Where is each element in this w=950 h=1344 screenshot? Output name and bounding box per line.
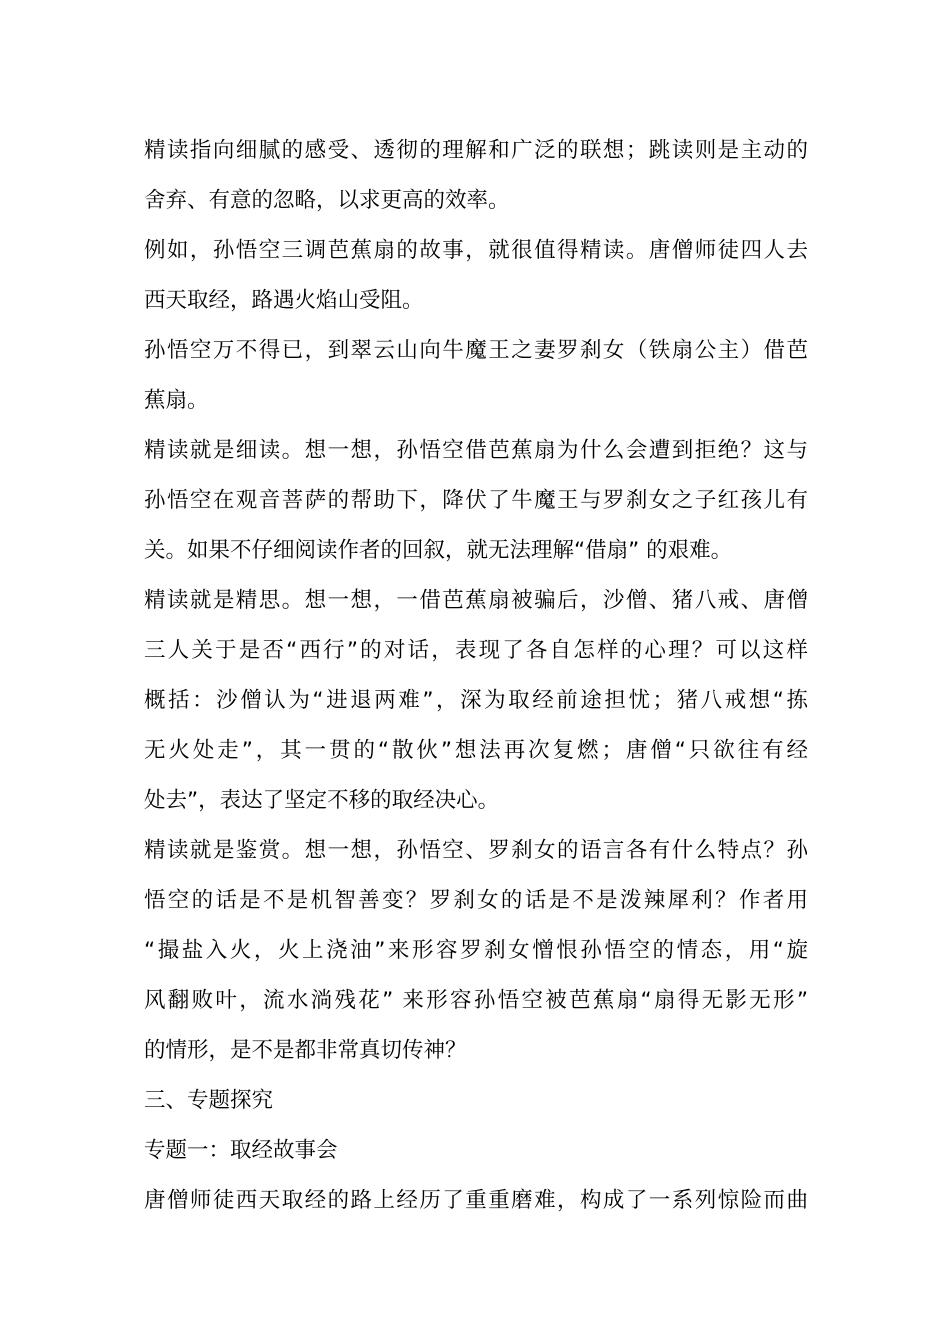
text-line: “撮盐入火，火上浇油”来形容罗刹女憎恨孙悟空的情态，用“旋 (144, 938, 808, 963)
subsection-heading: 专题一：取经故事会 (144, 1138, 338, 1163)
text-line: 处去”，表达了坚定不移的取经决心。 (144, 788, 500, 813)
text-line: 孙悟空万不得已，到翠云山向牛魔王之妻罗刹女（铁扇公主）借芭 (144, 338, 808, 363)
text-line: 关。如果不仔细阅读作者的回叙，就无法理解“借扇” 的艰难。 (144, 538, 733, 563)
text-line: 悟空的话是不是机智善变？罗刹女的话是不是泼辣犀利？作者用 (144, 888, 808, 913)
text-line: 概括：沙僧认为“进退两难”，深为取经前途担忧；猪八戒想“拣 (144, 688, 808, 713)
text-line: 孙悟空在观音菩萨的帮助下，降伏了牛魔王与罗刹女之子红孩儿有 (144, 488, 808, 513)
text-line: 的情形，是不是都非常真切传神？ (144, 1038, 467, 1063)
text-line: 三人关于是否“西行”的对话，表现了各自怎样的心理？可以这样 (144, 638, 808, 663)
text-line: 精读指向细腻的感受、透彻的理解和广泛的联想；跳读则是主动的 (144, 138, 808, 163)
text-line: 精读就是鉴赏。想一想，孙悟空、罗刹女的语言各有什么特点？孙 (144, 838, 808, 863)
document-body (144, 126, 808, 1226)
text-line: 无火处走”，其一贯的“散伙”想法再次复燃；唐僧“只欲往有经 (144, 738, 808, 763)
text-line: 唐僧师徒西天取经的路上经历了重重磨难，构成了一系列惊险而曲 (144, 1188, 808, 1213)
text-line: 舍弃、有意的忽略，以求更高的效率。 (144, 188, 510, 213)
text-line: 蕉扇。 (144, 388, 209, 413)
text-line: 精读就是细读。想一想，孙悟空借芭蕉扇为什么会遭到拒绝？这与 (144, 438, 808, 463)
section-heading: 三、专题探究 (144, 1088, 274, 1113)
text-line: 西天取经，路遇火焰山受阻。 (144, 288, 424, 313)
text-line: 风翻败叶，流水淌残花” 来形容孙悟空被芭蕉扇“扇得无影无形” (144, 988, 808, 1013)
text-line: 例如，孙悟空三调芭蕉扇的故事，就很值得精读。唐僧师徒四人去 (144, 238, 808, 263)
text-line: 精读就是精思。想一想，一借芭蕉扇被骗后，沙僧、猪八戒、唐僧 (144, 588, 808, 613)
